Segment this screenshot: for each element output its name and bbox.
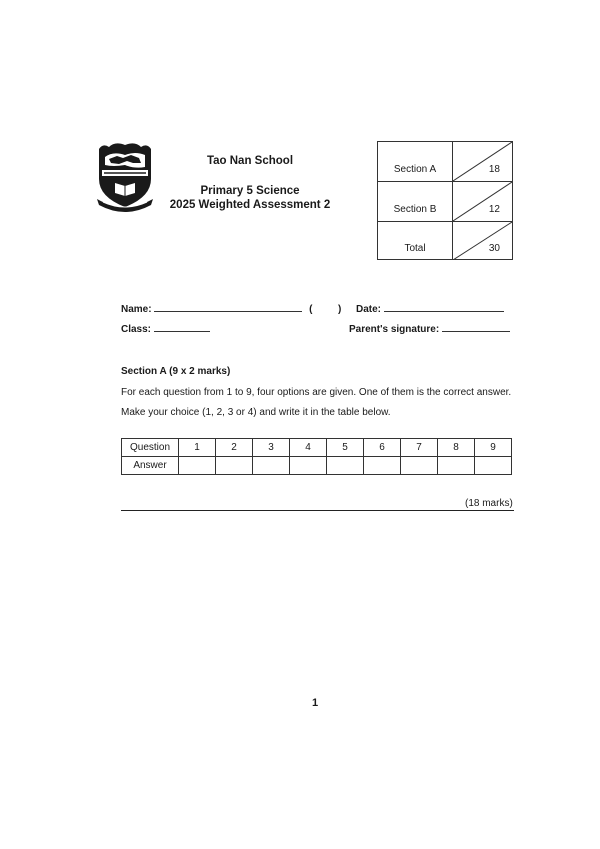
score-box [377,141,513,260]
score-row-total [378,222,512,260]
max-score: 12 [488,204,500,215]
question-number: 2 [216,439,253,457]
diagonal-divider-icon [453,222,512,260]
question-number: 3 [253,439,290,457]
question-number: 1 [179,439,216,457]
question-number: 6 [364,439,401,457]
date-input-line[interactable] [384,302,504,312]
section-divider [121,510,514,511]
max-score: 18 [488,164,500,175]
class-input-line[interactable] [154,322,210,332]
diagonal-divider-icon [453,142,512,181]
name-field [121,302,341,315]
school-crest-icon [95,141,155,213]
index-close-paren: ) [338,304,342,315]
subject-title: Primary 5 Science [200,185,300,197]
assessment-title: 2025 Weighted Assessment 2 [169,199,331,211]
name-label: Name: [121,304,152,315]
score-row-section-b [378,182,512,222]
question-row [122,439,512,457]
school-name: Tao Nan School [206,155,294,167]
answer-cell[interactable] [179,457,216,475]
class-label: Class: [121,324,152,335]
date-label: Date: [356,304,382,315]
score-row-section-a [378,142,512,182]
parent-signature-field [349,322,510,335]
question-number: 8 [438,439,475,457]
index-open-paren: ( [309,304,313,315]
parent-signature-label: Parent's signature: [349,324,440,335]
answer-cell[interactable] [290,457,327,475]
question-number: 7 [401,439,438,457]
answer-cell[interactable] [327,457,364,475]
section-a-marks: (18 marks) [465,498,513,509]
question-number: 9 [475,439,512,457]
date-field [356,302,504,315]
instruction-line: Make your choice (1, 2, 3 or 4) and write it in the table below. [121,407,391,418]
diagonal-divider-icon [453,182,512,221]
answer-cell[interactable] [475,457,512,475]
instruction-line: For each question from 1 to 9, four options are given. One of them is the correct answer. [121,387,512,398]
question-number: 5 [327,439,364,457]
answer-cell[interactable] [253,457,290,475]
answer-cell[interactable] [364,457,401,475]
answer-cell[interactable] [216,457,253,475]
page-number: 1 [311,697,319,709]
score-cell[interactable] [453,222,512,260]
score-label: Total [378,222,453,260]
parent-signature-line[interactable] [442,322,510,332]
question-number: 4 [290,439,327,457]
score-label: Section A [378,142,453,181]
row-header: Question [122,439,179,457]
section-a-title: Section A (9 x 2 marks) [121,366,231,377]
score-label: Section B [378,182,453,221]
row-header: Answer [122,457,179,475]
score-cell[interactable] [453,142,512,181]
answer-cell[interactable] [438,457,475,475]
answer-row [122,457,512,475]
max-score: 30 [488,243,500,254]
score-cell[interactable] [453,182,512,221]
answer-cell[interactable] [401,457,438,475]
answer-table [121,438,512,475]
class-field [121,322,210,335]
name-input-line[interactable] [154,302,302,312]
